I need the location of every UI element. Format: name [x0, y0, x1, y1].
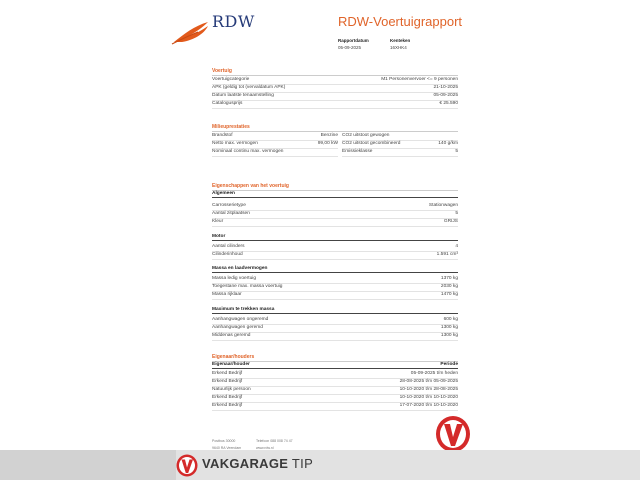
row-key: Erkend Bedrijf: [212, 403, 243, 408]
row-key: Netto max. vermogen: [212, 141, 258, 146]
kenteken-block: [390, 38, 410, 51]
footer-web: www.rdw.nl: [256, 446, 274, 450]
row-key: Aantal zitplaatsen: [212, 211, 250, 216]
report-page: [160, 0, 480, 480]
table-row: [212, 100, 458, 109]
row-key: CO2 uitstoot gewogen: [342, 133, 390, 138]
row-key: Catalogusprijs: [212, 101, 243, 106]
row-value: 2030 kg: [440, 284, 458, 289]
row-key: Aantal cilinders: [212, 244, 245, 249]
subsection-motor-title: Motor: [212, 234, 458, 241]
row-key: Emissieklasse: [342, 149, 373, 154]
row-key: Voertuigcategorie: [212, 77, 250, 82]
row-key: Erkend Bedrijf: [212, 371, 243, 376]
table-row: [212, 402, 458, 411]
row-value: 1470 kg: [440, 292, 458, 297]
row-value: 5: [455, 149, 458, 154]
row-key: APK (geldig tot (vervaldatum APK): [212, 85, 286, 90]
column-header-period: Periode: [440, 362, 458, 367]
table-row: [212, 291, 458, 300]
row-value: 10-10-2020 t/m 28-08-2025: [399, 387, 458, 392]
row-key: Massa rijklaar: [212, 292, 242, 297]
row-value: 1.591 cm³: [436, 252, 458, 257]
subsection-massa-title: Massa en laadvermogen: [212, 266, 458, 273]
row-value: 05-09-2025 t/m heden: [410, 371, 458, 376]
table-row: [212, 132, 458, 140]
row-key: CO2 uitstoot gecombineerd: [342, 141, 401, 146]
table-row: [212, 251, 458, 260]
row-value: 4: [455, 244, 458, 249]
row-value: 5: [455, 211, 458, 216]
rapportdatum-block: [338, 38, 369, 51]
footer-telefoon: Telefoon 088 008 74 47: [256, 439, 293, 443]
row-key: Middenas geremd: [212, 333, 251, 338]
tip-label: TIP: [288, 456, 314, 471]
vakgarage-badge-icon: [435, 415, 471, 453]
row-value: 140 g/km: [438, 141, 458, 146]
row-key: Aanhangwagen geremd: [212, 325, 263, 330]
subsection-algemeen-title: Algemeen: [212, 191, 458, 198]
column-header-owner: Eigenaar/houder: [212, 362, 250, 367]
section-eigenaren-title: Eigenaar/houders: [212, 354, 458, 362]
section-voertuig-title: Voertuig: [212, 68, 458, 76]
subsection-trekken-title: Maximum te trekken massa: [212, 307, 458, 314]
row-value: 17-07-2020 t/m 10-10-2020: [399, 403, 458, 408]
row-value: Stationwagen: [428, 203, 458, 208]
kenteken-value: 16XHK4: [390, 44, 407, 50]
logo-text: RDW: [212, 12, 255, 31]
section-milieu-title: Milieuprestaties: [212, 124, 458, 132]
kenteken-label: Kenteken: [390, 38, 411, 43]
row-key: Nominaal continu max. vermogen: [212, 149, 284, 154]
row-value: 1300 kg: [440, 325, 458, 330]
row-value: GRIJS: [443, 219, 458, 224]
row-key: Massa ledig voertuig: [212, 276, 256, 281]
vakgarage-tip-label: [202, 456, 313, 471]
row-key: Brandstof: [212, 133, 233, 138]
row-value: € 25.590: [439, 101, 458, 106]
row-value: 10-10-2020 t/m 10-10-2020: [399, 395, 458, 400]
rapportdatum-label: Rapportdatum: [338, 38, 369, 43]
table-row: [212, 148, 458, 156]
row-key: Datum laatste tenaamstelling: [212, 93, 274, 98]
section-eigenschappen-title: Eigenschappen van het voertuig: [212, 183, 458, 191]
footer-postbus: Postbus 30000: [212, 439, 236, 443]
row-key: Natuurlijk persoon: [212, 387, 251, 392]
row-key: Erkend Bedrijf: [212, 395, 243, 400]
promo-strip: [0, 450, 640, 480]
row-value: M1 Personenvervoer <= 9 personen: [381, 77, 458, 82]
row-value: Benzine: [320, 133, 338, 138]
row-value: 21-10-2025: [433, 85, 458, 90]
table-row: [212, 332, 458, 341]
eigenaren-header: [212, 362, 458, 369]
rapportdatum-value: 05-09-2025: [338, 44, 362, 50]
vakgarage-label: VAKGARAGE: [202, 456, 289, 471]
report-title: RDW-Voertuigrapport: [338, 14, 463, 29]
row-value: 1370 kg: [440, 276, 458, 281]
row-key: Toegestane max. massa voertuig: [212, 284, 283, 289]
footer-plaats: 9640 RA Veendam: [212, 446, 242, 450]
camera-overlay: [0, 450, 176, 480]
row-value: 1300 kg: [440, 333, 458, 338]
row-value: 600 kg: [443, 317, 458, 322]
table-row: [212, 140, 458, 148]
row-value: 99,00 kW: [317, 141, 338, 146]
row-key: Carrosserietype: [212, 203, 246, 208]
row-key: Aanhangwagen ongeremd: [212, 317, 269, 322]
row-value: 28-08-2025 t/m 05-09-2025: [399, 379, 458, 384]
row-value: 05-09-2025: [433, 93, 458, 98]
row-key: Kleur: [212, 219, 224, 224]
table-row: [212, 218, 458, 227]
vakgarage-logo-icon: [176, 454, 198, 477]
row-key: Cilinderinhoud: [212, 252, 243, 257]
row-key: Erkend Bedrijf: [212, 379, 243, 384]
